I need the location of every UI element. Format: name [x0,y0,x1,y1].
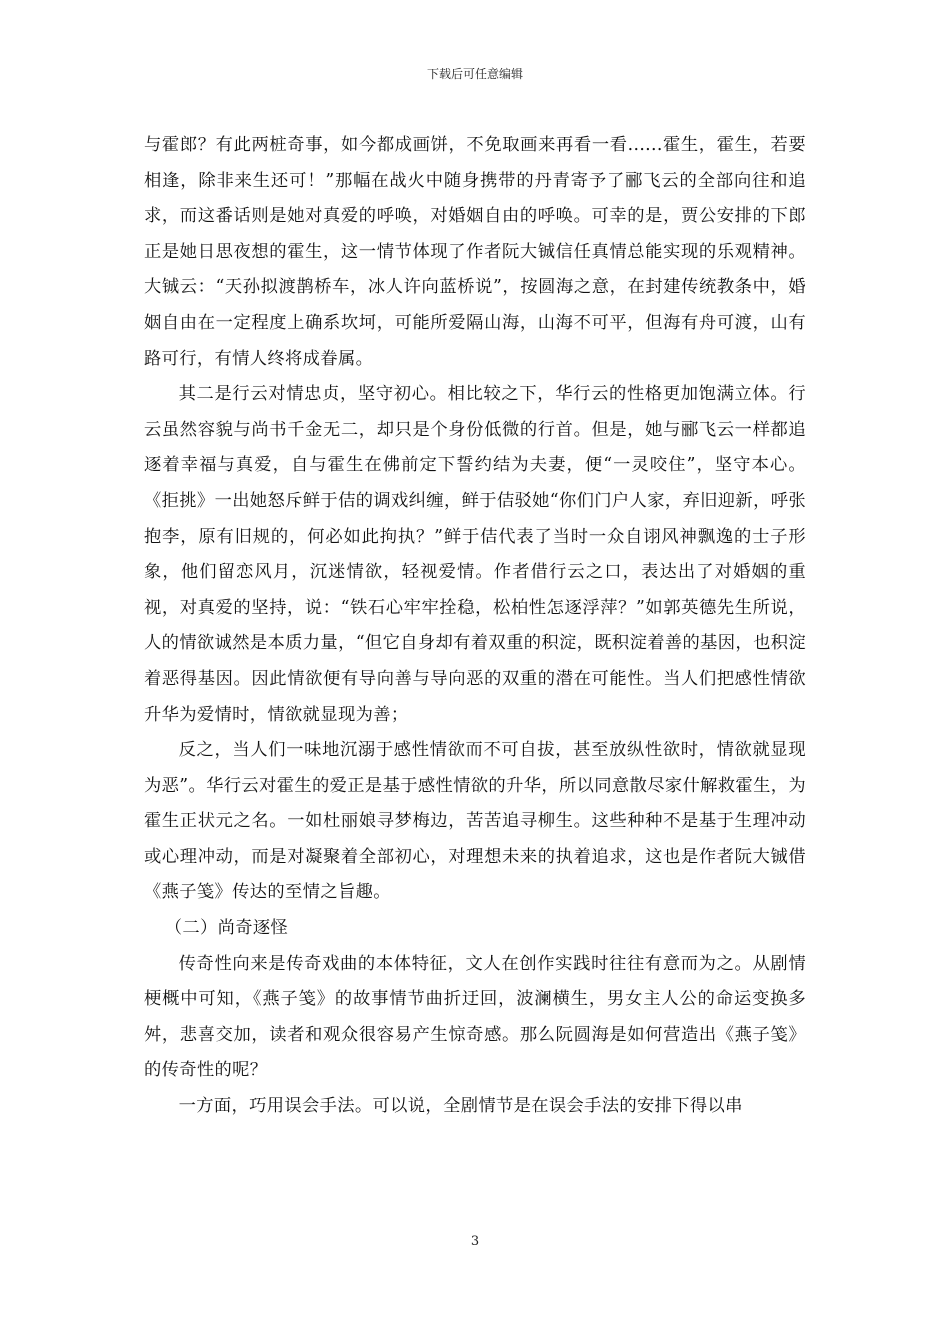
paragraph-1: 与霍郎？有此两桩奇事，如今都成画饼，不免取画来再看一看......霍生，霍生，若要相逢，除非来生还可！”那幅在战火中随身携带的丹青寄予了郦飞云的全部向往和追求，而这番话则是她对真爱的呼唤，对婚姻自由的呼唤。可幸的是，贾公安排的下郎正是她日思夜想的霍生，这一情节体现了作者阮大铖信任真情总能实现的乐观精神。大铖云：“天孙拟渡鹊桥车，冰人许向蓝桥说”，按圆海之意，在封建传统教条中，婚姻自由在一定程度上确系坎坷，可能所爱隔山海，山海不可平，但海有舟可渡，山有路可行，有情人终将成眷属。 [144,135,806,369]
paragraph-2: 其二是行云对情忠贞，坚守初心。相比较之下，华行云的性格更加饱满立体。行云虽然容貌与尚书千金无二，却只是个身份低微的行首。但是，她与郦飞云一样都追逐着幸福与真爱，自与霍生在佛前定下誓约结为夫妻，便“一灵咬住”，坚守本心。《拒挑》一出她怒斥鲜于佶的调戏纠缠，鲜于佶驳她“你们门户人家，弃旧迎新，呼张抱李，原有旧规的，何必如此拘执？”鲜于佶代表了当时一众自诩风神飘逸的士子形象，他们留恋风月，沉迷情欲，轻视爱情。作者借行云之口，表达出了对婚姻的重视，对真爱的坚持，说：“铁石心牢牢拴稳，松柏性怎逐浮萍？”如郭英德先生所说，人的情欲诚然是本质力量，“但它自身却有着双重的积淀，既积淀着善的基因，也积淀着恶得基因。因此情欲便有导向善与导向恶的双重的潜在可能性。当人们把感性情欲升华为爱情时，情欲就显现为善； [144,384,806,725]
section-heading: （二）尚奇逐怪 [164,918,289,939]
page-number: 3 [470,1234,480,1249]
body-text [144,128,806,1125]
paragraph-4: 传奇性向来是传奇戏曲的本体特征，文人在创作实践时往往有意而为之。从剧情梗概中可知，《燕子笺》的故事情节曲折迂回，波澜横生，男女主人公的命运变换多舛，悲喜交加，读者和观众很容易产生惊奇感。那么阮圆海是如何营造出《燕子笺》的传奇性的呢？ [144,953,806,1081]
paragraph-5: 一方面，巧用误会手法。可以说，全剧情节是在误会手法的安排下得以串 [178,1096,743,1117]
page-header: 下载后可任意编辑 [426,67,523,81]
paragraph-3: 反之，当人们一味地沉溺于感性情欲而不可自拔，甚至放纵性欲时，情欲就显现为恶”。华行云对霍生的爱正是基于感性情欲的升华，所以同意散尽家什解救霍生，为霍生正状元之名。一如杜丽娘寻梦梅边，苦苦追寻柳生。这些种种不是基于生理冲动或心理冲动，而是对凝聚着全部初心，对理想未来的执着追求，这也是作者阮大铖借《燕子笺》传达的至情之旨趣。 [144,740,806,903]
